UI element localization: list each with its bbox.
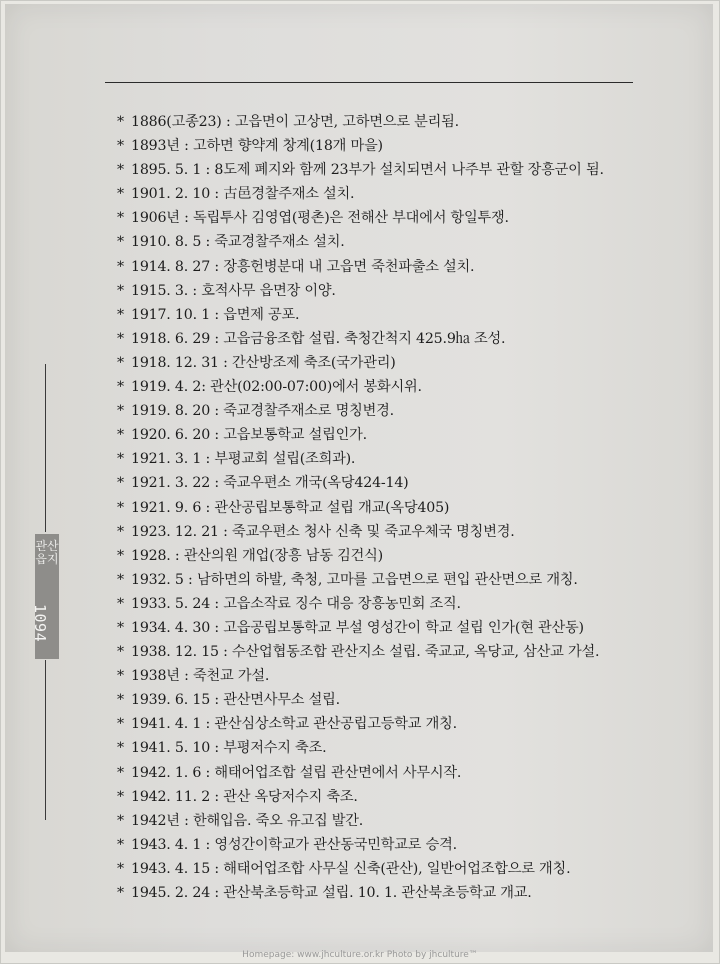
chronology-entry — [117, 688, 637, 712]
bullet-asterisk-icon: * — [117, 306, 124, 323]
chronology-entry — [117, 592, 637, 616]
chronology-entry — [117, 664, 637, 688]
chronology-entry — [117, 423, 637, 447]
bullet-asterisk-icon: * — [117, 427, 124, 444]
bullet-asterisk-icon: * — [117, 668, 124, 685]
entry-text: 1895. 5. 1 : 8도제 폐지와 함께 23부가 설치되면서 나주부 관할 장흥군이 됨. — [131, 162, 604, 179]
entry-text: 1943. 4. 15 : 해태어업조합 사무실 신축(관산), 일반어업조합으로 개칭. — [131, 860, 571, 877]
bullet-asterisk-icon: * — [117, 836, 124, 853]
chronology-entry — [117, 279, 637, 303]
bullet-asterisk-icon: * — [117, 619, 124, 636]
entry-text: 1945. 2. 24 : 관산북초등학교 설립. 10. 1. 관산북초등학교 개교. — [131, 885, 532, 901]
entry-text: 1921. 9. 6 : 관산공립보통학교 설립 개교(옥당405) — [131, 499, 450, 516]
chronology-entry — [117, 134, 637, 158]
chronology-entry — [117, 833, 637, 857]
entry-text: 1941. 4. 1 : 관산심상소학교 관산공립고등학교 개칭. — [131, 716, 457, 733]
entry-text: 1938년 : 죽천교 가설. — [131, 668, 270, 685]
chronology-entry — [117, 616, 637, 640]
bullet-asterisk-icon: * — [117, 354, 124, 371]
entry-text: 1901. 2. 10 : 古邑경찰주재소 설치. — [131, 186, 355, 203]
entry-text: 1917. 10. 1 : 읍면제 공포. — [131, 306, 300, 323]
chronology-entry — [117, 206, 637, 230]
bullet-asterisk-icon: * — [117, 379, 124, 396]
chronology-entry — [117, 712, 637, 736]
entry-text: 1933. 5. 24 : 고읍소작료 징수 대응 장흥농민회 조직. — [131, 595, 461, 612]
entry-text: 1918. 6. 29 : 고읍금융조합 설립. 축청간척지 425.9㏊ 조성. — [131, 330, 506, 347]
chronology-entry — [117, 640, 637, 664]
bullet-asterisk-icon: * — [117, 740, 124, 757]
entry-text: 1906년 : 독립투사 김영엽(평촌)은 전해산 부대에서 항일투쟁. — [131, 210, 509, 227]
entry-text: 1921. 3. 22 : 죽교우편소 개국(옥당424-14) — [131, 475, 409, 492]
chronology-entry — [117, 110, 637, 134]
bullet-asterisk-icon: * — [117, 162, 124, 179]
entry-text: 1942. 1. 6 : 해태어업조합 설립 관산면에서 사무시작. — [131, 764, 462, 781]
chronology-entry — [117, 255, 637, 279]
photo-credit: Homepage: www.jhculture.or.kr Photo by jhculture™ — [242, 950, 478, 960]
chronology-entry — [117, 520, 637, 544]
chronology-entry — [117, 857, 637, 881]
bullet-asterisk-icon: * — [117, 114, 124, 130]
entry-text: 1919. 4. 2: 관산(02:00-07:00)에서 봉화시위. — [131, 379, 422, 396]
entry-text: 1921. 3. 1 : 부평교회 설립(조희과). — [131, 451, 356, 468]
entry-text: 1932. 5 : 남하면의 하발, 축청, 고마를 고읍면으로 편입 관산면으로 개칭. — [131, 571, 578, 588]
entry-text: 1918. 12. 31 : 간산방조제 축조(국가관리) — [131, 354, 396, 371]
bullet-asterisk-icon: * — [117, 644, 124, 661]
chronology-entry — [117, 303, 637, 327]
chronology-entry — [117, 230, 637, 254]
entry-text: 1941. 5. 10 : 부평저수지 축조. — [131, 740, 327, 757]
section-title: 관산읍지 — [35, 539, 59, 566]
entry-text: 1942년 : 한해입음. 죽오 유고집 발간. — [131, 812, 364, 829]
bullet-asterisk-icon: * — [117, 330, 124, 347]
bullet-asterisk-icon: * — [117, 788, 124, 805]
bullet-asterisk-icon: * — [117, 234, 124, 251]
bullet-asterisk-icon: * — [117, 282, 124, 299]
chronology-entry — [117, 399, 637, 423]
bullet-asterisk-icon: * — [117, 403, 124, 420]
chronology-entry — [117, 761, 637, 785]
bullet-asterisk-icon: * — [117, 138, 124, 155]
entry-text: 1938. 12. 15 : 수산업협동조합 관산지소 설립. 죽교교, 옥당교, 삼산교 가설. — [131, 644, 600, 661]
chronology-entry — [117, 158, 637, 182]
header-rule — [105, 82, 633, 83]
chronology-entry — [117, 544, 637, 568]
bullet-asterisk-icon: * — [117, 860, 124, 877]
bullet-asterisk-icon: * — [117, 764, 124, 781]
chronology-entry — [117, 809, 637, 833]
entry-text: 1915. 3. : 호적사무 읍면장 이양. — [131, 282, 336, 299]
bullet-asterisk-icon: * — [117, 258, 124, 275]
entry-text: 1893년 : 고하면 향약계 창계(18개 마을) — [131, 138, 383, 155]
bullet-asterisk-icon: * — [117, 499, 124, 516]
chronology-entry — [117, 327, 637, 351]
bullet-asterisk-icon: * — [117, 885, 124, 901]
bullet-asterisk-icon: * — [117, 716, 124, 733]
chronology-list — [117, 110, 637, 905]
entry-text: 1943. 4. 1 : 영성간이학교가 관산동국민학교로 승격. — [131, 836, 457, 853]
chronology-entry — [117, 568, 637, 592]
margin-rule-lower — [45, 660, 46, 820]
entry-text: 1942. 11. 2 : 관산 옥당저수지 축조. — [131, 788, 358, 805]
chronology-entry — [117, 736, 637, 760]
entry-text: 1939. 6. 15 : 관산면사무소 설립. — [131, 692, 340, 709]
bullet-asterisk-icon: * — [117, 475, 124, 492]
entry-text: 1919. 8. 20 : 죽교경찰주재소로 명칭변경. — [131, 403, 394, 420]
entry-text: 1920. 6. 20 : 고읍보통학교 설립인가. — [131, 427, 367, 444]
entry-text: 1886(고종23) : 고읍면이 고상면, 고하면으로 분리됨. — [131, 114, 459, 130]
bullet-asterisk-icon: * — [117, 210, 124, 227]
bullet-asterisk-icon: * — [117, 812, 124, 829]
bullet-asterisk-icon: * — [117, 451, 124, 468]
bullet-asterisk-icon: * — [117, 547, 124, 564]
chronology-entry — [117, 447, 637, 471]
bullet-asterisk-icon: * — [117, 692, 124, 709]
chronology-entry — [117, 375, 637, 399]
entry-text: 1928. : 관산의원 개업(장흥 남동 김건식) — [131, 547, 383, 564]
book-page — [5, 4, 713, 952]
chronology-entry — [117, 182, 637, 206]
section-tab — [31, 534, 59, 659]
chronology-entry — [117, 881, 637, 905]
entry-text: 1934. 4. 30 : 고읍공립보통학교 부설 영성간이 학교 설립 인가(현 관산동) — [131, 619, 584, 636]
bullet-asterisk-icon: * — [117, 595, 124, 612]
bullet-asterisk-icon: * — [117, 523, 124, 540]
page-number: 1094 — [31, 604, 49, 643]
chronology-entry — [117, 785, 637, 809]
bullet-asterisk-icon: * — [117, 186, 124, 203]
entry-text: 1923. 12. 21 : 죽교우편소 청사 신축 및 죽교우체국 명칭변경. — [131, 523, 515, 540]
bullet-asterisk-icon: * — [117, 571, 124, 588]
chronology-entry — [117, 351, 637, 375]
chronology-entry — [117, 496, 637, 520]
entry-text: 1910. 8. 5 : 죽교경찰주재소 설치. — [131, 234, 345, 251]
margin-rule-upper — [45, 364, 46, 532]
chronology-entry — [117, 471, 637, 495]
entry-text: 1914. 8. 27 : 장흥헌병분대 내 고읍면 죽천파출소 설치. — [131, 258, 475, 275]
